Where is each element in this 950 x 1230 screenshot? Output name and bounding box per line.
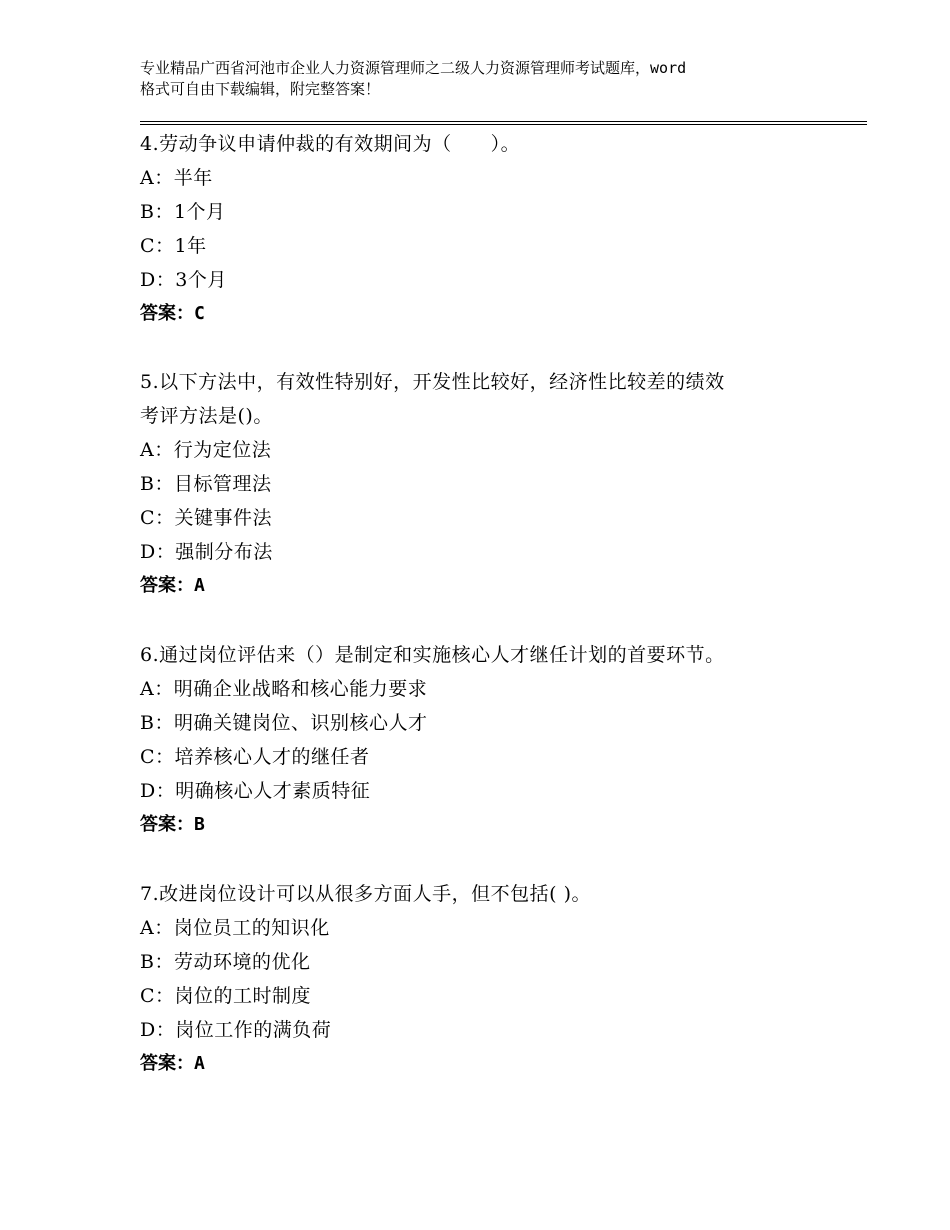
option-b: B：1个月 — [140, 201, 226, 223]
header-line-2: 格式可自由下载编辑，附完整答案！ — [140, 80, 381, 98]
answer-label: 答案： — [140, 1053, 194, 1074]
option-a: A：半年 — [140, 167, 213, 189]
option-a: A：明确企业战略和核心能力要求 — [140, 678, 428, 700]
question-block-7 — [140, 877, 830, 1081]
question-stem-continued: 考评方法是()。 — [140, 405, 273, 427]
header-divider-bottom — [140, 124, 867, 125]
answer-value: A — [194, 1053, 205, 1074]
option-c: C：培养核心人才的继任者 — [140, 746, 370, 768]
option-d: D：岗位工作的满负荷 — [140, 1019, 332, 1041]
option-c: C：岗位的工时制度 — [140, 985, 312, 1007]
question-block-6 — [140, 638, 830, 842]
option-c: C：关键事件法 — [140, 507, 273, 529]
header-line-1: 专业精品广西省河池市企业人力资源管理师之二级人力资源管理师考试题库，word — [140, 59, 687, 77]
answer-value: C — [194, 303, 205, 324]
option-c: C：1年 — [140, 235, 207, 257]
option-d: D：明确核心人才素质特征 — [140, 780, 371, 802]
question-block-5 — [140, 365, 830, 603]
question-stem: 4.劳动争议申请仲裁的有效期间为（ ）。 — [140, 133, 521, 155]
question-block-4 — [140, 127, 830, 331]
option-b: B：目标管理法 — [140, 473, 272, 495]
answer-value: A — [194, 575, 205, 596]
document-header — [140, 58, 840, 100]
answer-line — [140, 1047, 830, 1081]
answer-line — [140, 808, 830, 842]
option-b: B：明确关键岗位、识别核心人才 — [140, 712, 428, 734]
option-d: D：强制分布法 — [140, 541, 273, 563]
option-d: D：3个月 — [140, 269, 227, 291]
question-stem: 5.以下方法中，有效性特别好，开发性比较好，经济性比较差的绩效 — [140, 371, 725, 393]
answer-label: 答案： — [140, 303, 194, 324]
option-a: A：行为定位法 — [140, 439, 272, 461]
header-divider-top — [140, 121, 867, 122]
answer-line — [140, 569, 830, 603]
answer-label: 答案： — [140, 814, 194, 835]
question-stem: 6.通过岗位评估来（）是制定和实施核心人才继任计划的首要环节。 — [140, 644, 725, 666]
answer-value: B — [194, 814, 205, 835]
question-stem: 7.改进岗位设计可以从很多方面人手，但不包括( )。 — [140, 883, 591, 905]
answer-line — [140, 297, 830, 331]
option-b: B：劳动环境的优化 — [140, 951, 311, 973]
answer-label: 答案： — [140, 575, 194, 596]
option-a: A：岗位员工的知识化 — [140, 917, 330, 939]
